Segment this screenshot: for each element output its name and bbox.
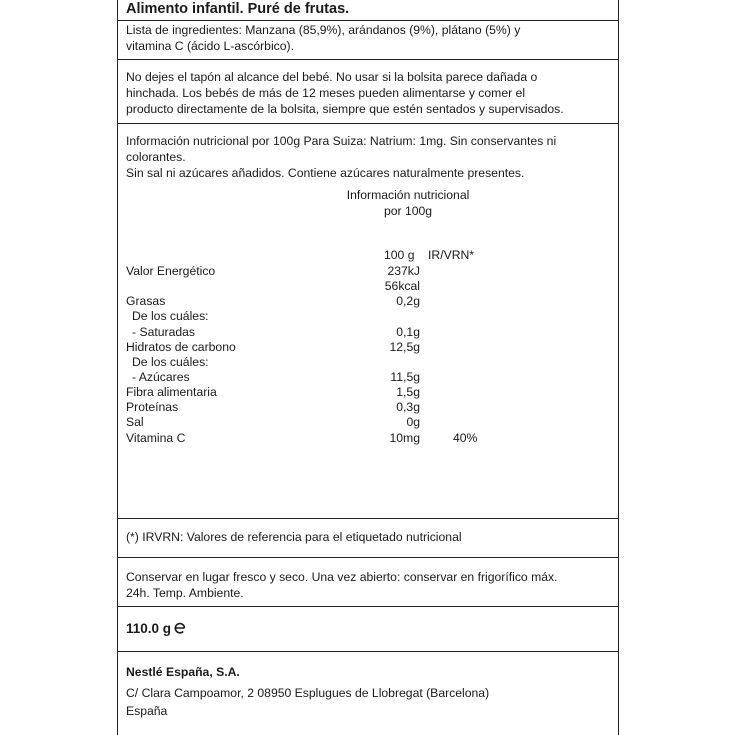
nutrient-label: Vitamina C xyxy=(126,431,186,445)
divider xyxy=(118,20,618,21)
nutrient-label: - Saturadas xyxy=(132,325,196,339)
nutrient-value: 56kcal xyxy=(384,279,420,293)
net-weight-value: 110.0 g xyxy=(126,621,172,636)
divider xyxy=(118,123,618,124)
storage-line-1: Conservar en lugar fresco y seco. Una vez abierto: conservar en frigorífico máx. xyxy=(126,570,558,584)
divider xyxy=(118,59,618,60)
nutrient-ir-value: 40% xyxy=(453,431,478,445)
estimated-e-mark-icon xyxy=(173,621,187,635)
company-address: C/ Clara Campoamor, 2 08950 Esplugues de Llobregat (Barcelona) xyxy=(126,686,490,700)
divider xyxy=(118,651,618,652)
column-header-ir: IR/VRN* xyxy=(428,248,475,262)
nutrient-value: 237kJ xyxy=(387,264,420,278)
company-country: España xyxy=(126,704,168,718)
nutrient-label: Hidratos de carbono xyxy=(126,340,236,354)
nutrient-value: 0,1g xyxy=(396,325,420,339)
divider xyxy=(118,557,618,558)
warning-line-1: No dejes el tapón al alcance del bebé. No usar si la bolsita parece dañada o xyxy=(126,70,538,84)
storage-line-2: 24h. Temp. Ambiente. xyxy=(126,586,244,600)
nutrient-label: De los cuáles: xyxy=(132,309,209,323)
divider xyxy=(118,606,618,607)
warning-line-3: producto directamente de la bolsita, siempre que estén sentados y supervisados. xyxy=(126,102,564,116)
nutrient-label: Grasas xyxy=(126,294,166,308)
company-name: Nestlé España, S.A. xyxy=(126,665,240,679)
nutrient-label: Valor Energético xyxy=(126,264,216,278)
table-heading-line-2: por 100g xyxy=(383,204,433,218)
nutrient-label: Proteínas xyxy=(126,400,179,414)
ingredients-line-2: vitamina C (ácido L-ascórbico). xyxy=(126,39,294,53)
footnote: (*) IRVRN: Valores de referencia para el etiquetado nutricional xyxy=(126,530,462,544)
nutrient-label: - Azúcares xyxy=(132,370,190,384)
nutrient-value: 0,3g xyxy=(396,400,420,414)
ingredients-line-1: Lista de ingredientes: Manzana (85,9%), arándanos (9%), plátano (5%) y xyxy=(126,23,521,37)
divider xyxy=(118,518,618,519)
nutrient-label: Sal xyxy=(126,415,144,429)
nutrient-label: De los cuáles: xyxy=(132,355,209,369)
product-title: Alimento infantil. Puré de frutas. xyxy=(126,1,350,17)
nutrition-note-2: colorantes. xyxy=(126,150,186,164)
nutrient-value: 10mg xyxy=(389,431,420,445)
nutrient-value: 11,5g xyxy=(390,370,420,384)
nutrient-value: 0g xyxy=(406,415,420,429)
nutrient-label: Fibra alimentaria xyxy=(126,385,217,399)
table-heading-line-1: Información nutricional xyxy=(346,188,470,202)
nutrient-value: 12,5g xyxy=(389,340,420,354)
nutrition-note-3: Sin sal ni azúcares añadidos. Contiene azúcares naturalmente presentes. xyxy=(126,166,525,180)
product-label xyxy=(117,0,619,735)
nutrient-value: 1,5g xyxy=(396,385,420,399)
nutrient-value: 0,2g xyxy=(396,294,420,308)
nutrition-note-1: Información nutricional por 100g Para Suiza: Natrium: 1mg. Sin conservantes ni xyxy=(126,134,557,148)
warning-line-2: hinchada. Los bebés de más de 12 meses pueden alimentarse y comer el xyxy=(126,86,526,100)
column-header-100g: 100 g xyxy=(384,248,415,262)
net-weight xyxy=(126,621,187,637)
